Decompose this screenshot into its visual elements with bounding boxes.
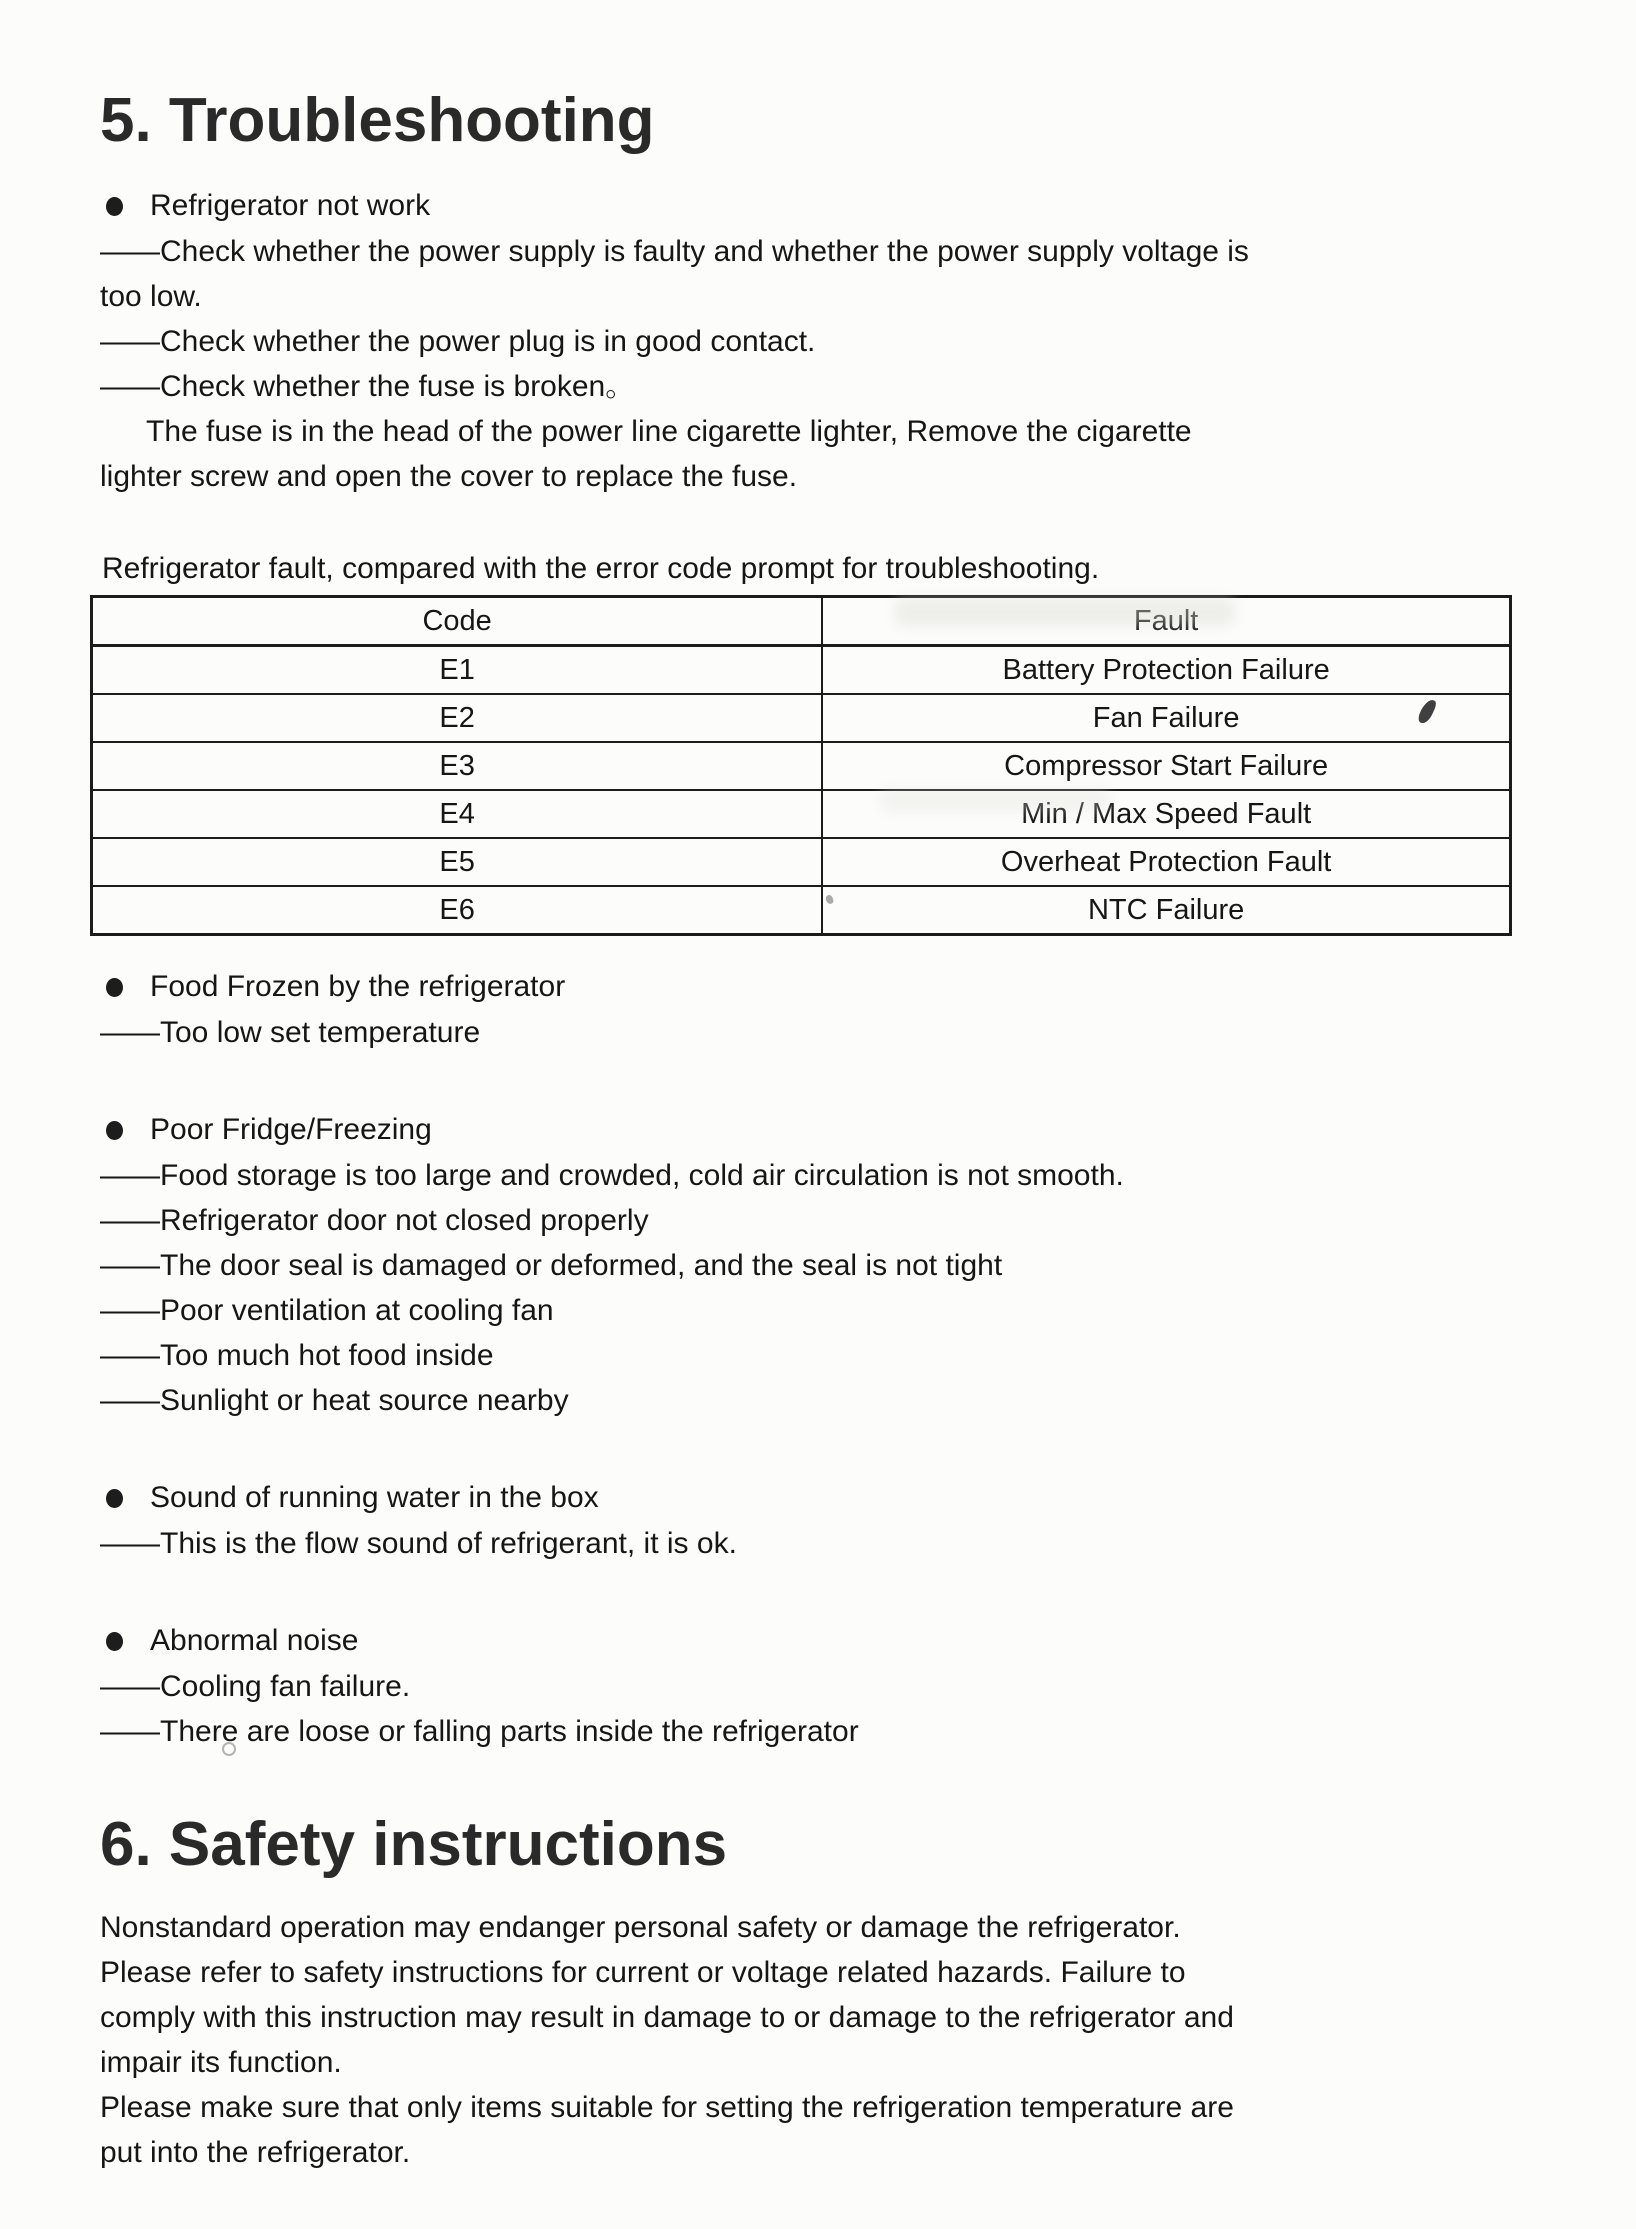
table-row xyxy=(92,886,1511,935)
table-row xyxy=(92,646,1511,695)
paragraph-line: impair its function. xyxy=(100,2046,342,2080)
bullet-label: Abnormal noise xyxy=(150,1624,359,1658)
fault-topic-group xyxy=(100,1475,1546,1566)
code-cell: E6 xyxy=(92,886,823,935)
fault-cell: Min / Max Speed Fault xyxy=(822,790,1510,838)
fault-line: ——Check whether the power plug is in good contact. xyxy=(100,325,816,359)
table-row xyxy=(92,694,1511,742)
bullet-icon xyxy=(106,1632,123,1651)
error-code-table-body xyxy=(92,646,1511,935)
table-header-row xyxy=(92,597,1511,646)
fault-topic-group xyxy=(100,964,1546,1055)
bullet-label: Refrigerator not work xyxy=(150,189,431,223)
fault-line: ——Too much hot food inside xyxy=(100,1339,494,1373)
fault-line: ——Refrigerator door not closed properly xyxy=(100,1204,649,1238)
fault-line: The fuse is in the head of the power line cigarette lighter, Remove the cigarette xyxy=(146,415,1192,449)
table-header-cell: Fault xyxy=(822,597,1510,646)
bullet-icon xyxy=(106,197,123,216)
bullet-item xyxy=(100,964,1546,1010)
paragraph-line: Nonstandard operation may endanger personal safety or damage the refrigerator. xyxy=(100,1911,1181,1945)
code-cell: E2 xyxy=(92,694,823,742)
fault-line: ——Sunlight or heat source nearby xyxy=(100,1384,569,1418)
code-cell: E1 xyxy=(92,646,823,695)
paragraph-line: comply with this instruction may result in damage to or damage to the refrigerator and xyxy=(100,2001,1234,2035)
fault-line: ——Cooling fan failure. xyxy=(100,1670,411,1704)
fault-line: ——The door seal is damaged or deformed, and the seal is not tight xyxy=(100,1249,1003,1283)
fault-line: ——This is the flow sound of refrigerant, it is ok. xyxy=(100,1527,737,1561)
fault-line: ——Poor ventilation at cooling fan xyxy=(100,1294,554,1328)
code-cell: E4 xyxy=(92,790,823,838)
error-code-table xyxy=(90,595,1512,936)
troubleshooting-list-top xyxy=(100,183,1546,499)
fault-topic-group xyxy=(100,1618,1546,1754)
table-intro: Refrigerator fault, compared with the error code prompt for troubleshooting. xyxy=(102,552,1100,586)
table-header-cell: Code xyxy=(92,597,823,646)
bullet-label: Sound of running water in the box xyxy=(150,1481,599,1515)
fault-cell: Battery Protection Failure xyxy=(822,646,1510,695)
section-6-heading: 6. Safety instructions xyxy=(100,1810,728,1880)
fault-line: ——Too low set temperature xyxy=(100,1016,481,1050)
table-row xyxy=(92,790,1511,838)
fault-line: lighter screw and open the cover to replace the fuse. xyxy=(100,460,798,494)
bullet-icon xyxy=(106,1489,123,1508)
bullet-label: Poor Fridge/Freezing xyxy=(150,1113,432,1147)
fault-cell: Compressor Start Failure xyxy=(822,742,1510,790)
bullet-item xyxy=(100,1107,1546,1153)
paragraph-line: put into the refrigerator. xyxy=(100,2136,411,2170)
safety-paragraph xyxy=(100,1905,1546,2175)
bullet-icon xyxy=(106,1121,123,1140)
bullet-item xyxy=(100,1618,1546,1664)
paragraph-line: Please refer to safety instructions for current or voltage related hazards. Failure to xyxy=(100,1956,1186,1990)
fault-cell: NTC Failure xyxy=(822,886,1510,935)
fault-topic-group xyxy=(100,183,1546,499)
table-row xyxy=(92,742,1511,790)
fault-cell: Overheat Protection Fault xyxy=(822,838,1510,886)
bullet-icon xyxy=(106,978,123,997)
bullet-item xyxy=(100,1475,1546,1521)
fault-line: ——There are loose or falling parts inside the refrigerator xyxy=(100,1715,859,1749)
table-row xyxy=(92,838,1511,886)
bullet-label: Food Frozen by the refrigerator xyxy=(150,970,566,1004)
section-5-heading: 5. Troubleshooting xyxy=(100,86,655,155)
bullet-item xyxy=(100,183,1546,229)
paragraph-line: Please make sure that only items suitable for setting the refrigeration temperature are xyxy=(100,2091,1234,2125)
fault-topic-group xyxy=(100,1107,1546,1423)
fault-line: ——Food storage is too large and crowded, cold air circulation is not smooth. xyxy=(100,1159,1124,1193)
fault-line: too low. xyxy=(100,280,202,314)
troubleshooting-list-bottom xyxy=(100,964,1546,1754)
fault-line: ——Check whether the fuse is broken。 xyxy=(100,370,636,404)
code-cell: E3 xyxy=(92,742,823,790)
code-cell: E5 xyxy=(92,838,823,886)
fault-line: ——Check whether the power supply is faulty and whether the power supply voltage is xyxy=(100,235,1249,269)
fault-cell: Fan Failure xyxy=(822,694,1510,742)
